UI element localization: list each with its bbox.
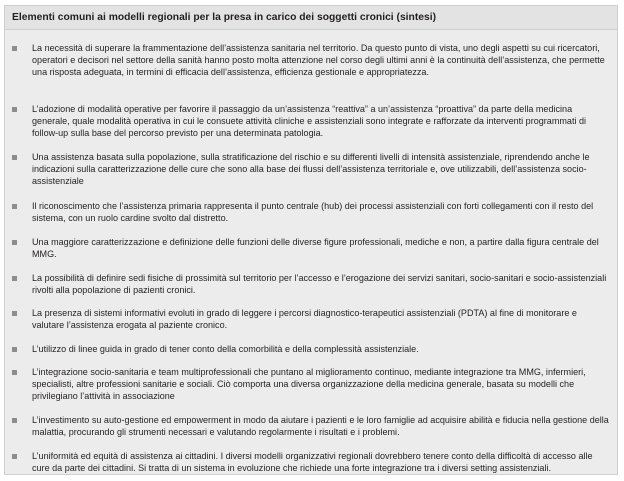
summary-box-header — [5, 6, 617, 30]
list-item-text: La necessità di superare la frammentazione dell’assistenza sanitaria nel territorio. Da questo punto di vista, uno degli aspetti su cui ricercatori, operatori e decisori nel settore della sanità hanno posto molta attenzione nel corso degli ultimi anni è la continuità dell’assistenza, che permette una risposta adeguata, in termini di efficacia dell’assistenza, efficienza gestionale e appropriatezza. — [32, 43, 605, 78]
square-bullet-icon — [12, 418, 17, 423]
square-bullet-icon — [12, 454, 17, 459]
summary-box-body — [5, 30, 617, 474]
list-item-text: L’integrazione socio-sanitaria e team multiprofessionali che puntano al miglioramento continuo, mediante integrazione tra MMG, infermieri, specialisti, altre professioni sanitarie e sociali. Ciò comporta una diversa organizzazione della medicina generale, basata su modelli che privilegiano l’attività in associazione — [32, 367, 586, 402]
list-item-text: Una assistenza basata sulla popolazione, sulla stratificazione del rischio e su differenti livelli di intensità assistenziale, riprendendo anche le indicazioni sulla caratterizzazione delle cure che sono alla base dei flussi dell’assistenza territoriale e, ove utilizzabili, dell’assistenza socio-assistenziale — [32, 152, 590, 187]
list-item-text: L’uniformità ed equità di assistenza ai cittadini. I diversi modelli organizzativi regionali dovrebbero tenere conto della difficoltà di accesso alle cure da parte dei cittadini. Si tratta di un sistema in evoluzione che richiede una forte integrazione tra i diversi setting assistenziali. — [32, 451, 593, 474]
list-item-text: Il riconoscimento che l’assistenza primaria rappresenta il punto centrale (hub) dei processi assistenziali con forti collegamenti con il resto del sistema, con un ruolo cardine svolto dal distretto. — [32, 201, 594, 224]
summary-box — [4, 5, 618, 475]
square-bullet-icon — [12, 347, 17, 352]
list-item-text: La presenza di sistemi informativi evoluti in grado di leggere i percorsi diagnostico-terapeutici assistenziali (PDTA) al fine di monitorare e valutare l’assistenza erogata al paziente cronico. — [32, 308, 577, 331]
square-bullet-icon — [12, 311, 17, 316]
list-item-text: Una maggiore caratterizzazione e definizione delle funzioni delle diverse figure professionali, mediche e non, a partire dalla figura centrale del MMG. — [32, 237, 599, 260]
list-item-text: L’investimento su auto-gestione ed empowerment in modo da aiutare i pazienti e le loro famiglie ad acquisire abilità e fiducia nella gestione della malattia, procurando gli strumenti necessari e valutando regolarmente i risultati e i problemi. — [32, 415, 609, 438]
summary-box-title: Elementi comuni ai modelli regionali per la presa in carico dei soggetti cronici (sintesi) — [12, 12, 436, 23]
square-bullet-icon — [12, 370, 17, 375]
square-bullet-icon — [12, 276, 17, 281]
list-item-text: L’adozione di modalità operative per favorire il passaggio da un’assistenza “reattiva” a un’assistenza “proattiva” da parte della medicina generale, quale modalità operativa in cui le consuete attività cliniche e assistenziali sono integrate e rafforzate da interventi programmati di follow-up sulla base del percorso previsto per una determinata patologia. — [32, 104, 587, 139]
list-item-text: L’utilizzo di linee guida in grado di tener conto della comorbilità e della complessità assistenziale. — [32, 344, 419, 354]
square-bullet-icon — [12, 204, 17, 209]
square-bullet-icon — [12, 155, 17, 160]
list-item-text: La possibilità di definire sedi fisiche di prossimità sul territorio per l’accesso e l’erogazione dei servizi sanitari, socio-sanitari e socio-assistenziali rivolti alla popolazione di pazienti cronici. — [32, 273, 607, 296]
square-bullet-icon — [12, 107, 17, 112]
square-bullet-icon — [12, 46, 17, 51]
square-bullet-icon — [12, 240, 17, 245]
